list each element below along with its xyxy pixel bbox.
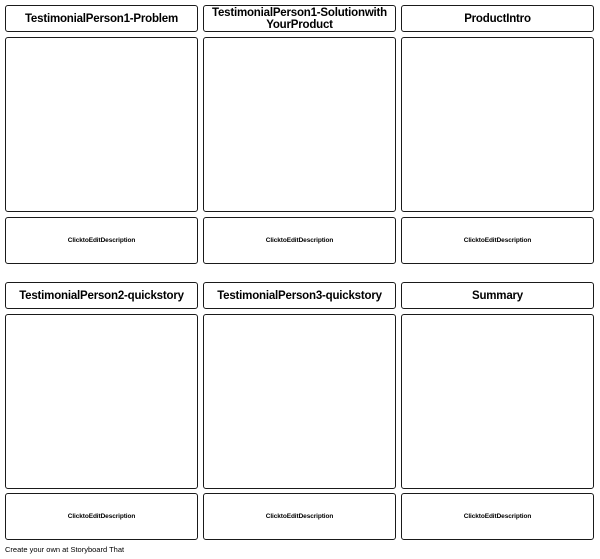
cell-description[interactable]: ClicktoEditDescription — [203, 217, 396, 264]
cell-image-area[interactable] — [401, 37, 594, 212]
cell-title[interactable]: TestimonialPerson3-quickstory — [203, 282, 396, 309]
cell-description[interactable]: ClicktoEditDescription — [5, 217, 198, 264]
footer-credit: Create your own at Storyboard That — [5, 545, 125, 554]
cell-title[interactable]: TestimonialPerson1-Solutionwith YourProduct — [203, 5, 396, 32]
cell-image-area[interactable] — [401, 314, 594, 489]
cell-description[interactable]: ClicktoEditDescription — [5, 493, 198, 540]
cell-description[interactable]: ClicktoEditDescription — [203, 493, 396, 540]
cell-image-area[interactable] — [5, 37, 198, 212]
cell-image-area[interactable] — [203, 314, 396, 489]
cell-title[interactable]: Summary — [401, 282, 594, 309]
cell-image-area[interactable] — [5, 314, 198, 489]
cell-title[interactable]: ProductIntro — [401, 5, 594, 32]
cell-image-area[interactable] — [203, 37, 396, 212]
cell-description[interactable]: ClicktoEditDescription — [401, 217, 594, 264]
cell-description[interactable]: ClicktoEditDescription — [401, 493, 594, 540]
cell-title[interactable]: TestimonialPerson2-quickstory — [5, 282, 198, 309]
cell-title[interactable]: TestimonialPerson1-Problem — [5, 5, 198, 32]
